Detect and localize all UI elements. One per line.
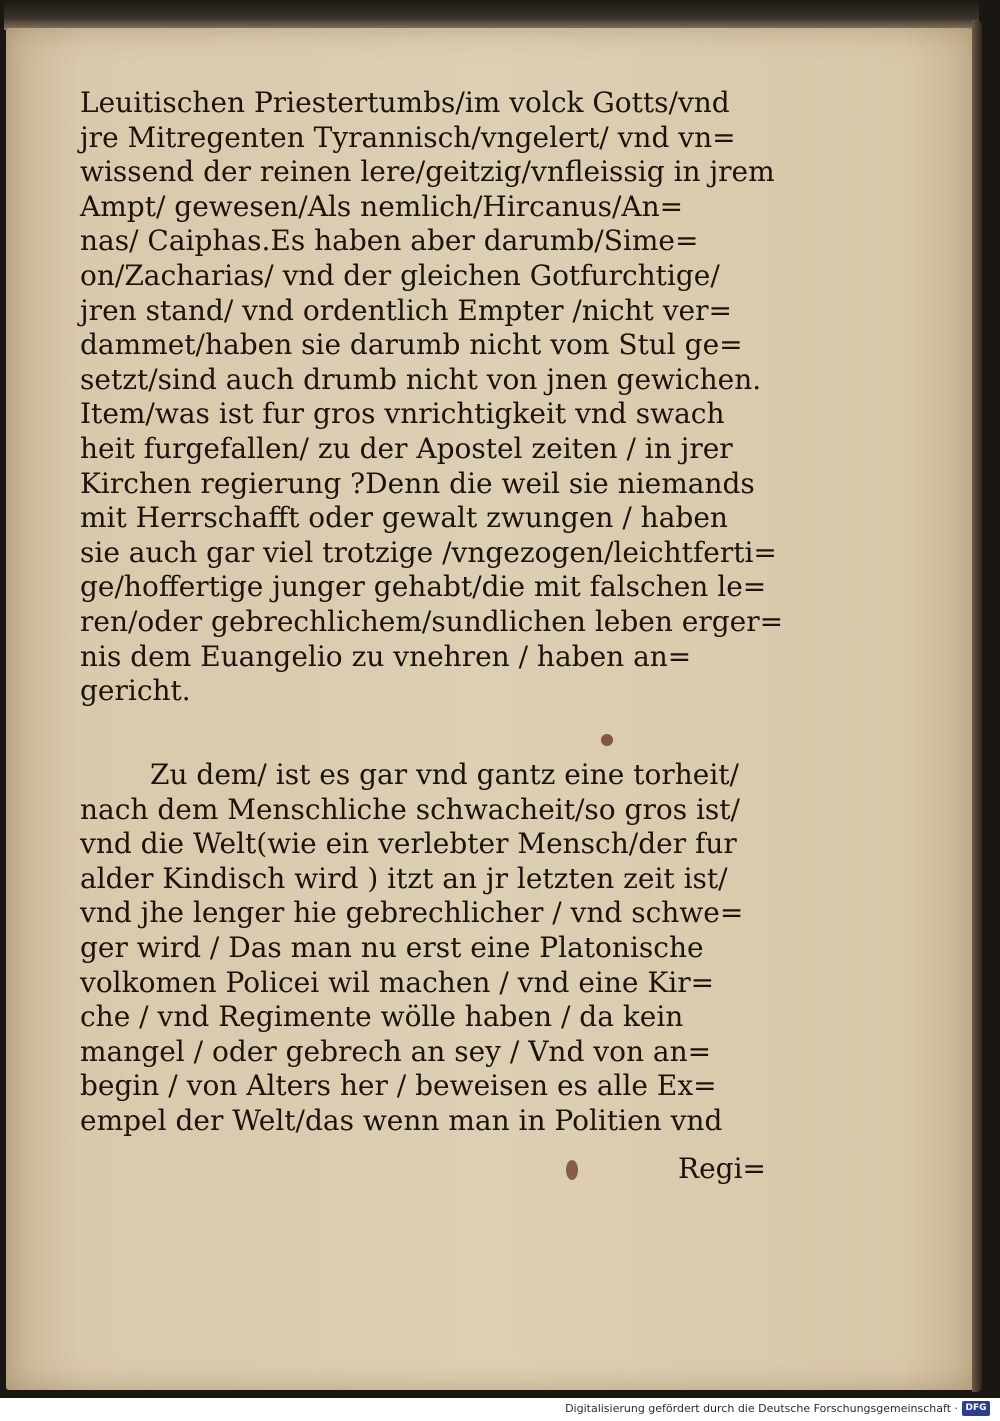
page-edge-shadow	[972, 20, 982, 1392]
text-line: nach dem Menschliche schwacheit/so gros ist/	[80, 792, 740, 826]
text-line: mangel / oder gebrech an sey / Vnd von an=	[80, 1034, 712, 1068]
dfg-logo-icon: DFG	[962, 1401, 990, 1416]
text-line: empel der Welt/das wenn man in Politien vnd	[80, 1103, 723, 1137]
text-line: Leuitischen Priestertumbs/im volck Gotts/vnd	[80, 86, 730, 119]
text-line: heit furgefallen/ zu der Apostel zeiten / in jrer	[80, 431, 733, 465]
text-line: che / vnd Regimente wölle haben / da kein	[80, 1000, 684, 1034]
text-line: nis dem Euangelio zu vnehren / haben an=	[80, 639, 692, 673]
text-line: mit Herrschafft oder gewalt zwungen / haben	[80, 501, 728, 535]
paragraph-1	[80, 86, 784, 709]
text-line: nas/ Caiphas.Es haben aber darumb/Sime=	[80, 224, 699, 258]
text-line: Kirchen regierung ?Denn die weil sie niemands	[80, 466, 755, 500]
catchword: Regi=	[678, 1152, 766, 1185]
ink-blot	[601, 734, 613, 746]
text-line: Item/was ist fur gros vnrichtigkeit vnd swach	[80, 397, 725, 431]
ink-blot	[566, 1160, 578, 1180]
text-line: alder Kindisch wird ) itzt an jr letzten zeit ist/	[80, 861, 728, 895]
text-line: jren stand/ vnd ordentlich Empter /nicht ver=	[80, 293, 732, 327]
text-line: sie auch gar viel trotzige /vngezogen/leichtferti=	[80, 535, 777, 569]
text-line: wissend der reinen lere/geitzig/vnfleissig in jrem	[80, 155, 775, 189]
paragraph-2	[80, 758, 770, 1139]
text-line: on/Zacharias/ vnd der gleichen Gotfurchtige/	[80, 258, 720, 292]
text-line: ren/oder gebrechlichem/sundlichen leben erger=	[80, 604, 784, 638]
footer-bar	[0, 1398, 1000, 1421]
text-line: vnd jhe lenger hie gebrechlicher / vnd schwe=	[80, 896, 744, 930]
funding-notice: Digitalisierung gefördert durch die Deutsche Forschungsgemeinschaft ·	[565, 1402, 958, 1415]
text-line: dammet/haben sie darumb nicht vom Stul ge=	[80, 328, 743, 362]
text-line: jre Mitregenten Tyrannisch/vngelert/ vnd vn=	[80, 120, 736, 154]
text-line: ger wird / Das man nu erst eine Platonische	[80, 930, 704, 964]
text-line: ge/hoffertige junger gehabt/die mit falschen le=	[80, 570, 767, 604]
text-line: vnd die Welt(wie ein verlebter Mensch/der fur	[80, 827, 737, 861]
text-line: volkomen Policei wil machen / vnd eine Kir=	[80, 965, 715, 999]
text-line: Ampt/ gewesen/Als nemlich/Hircanus/An=	[80, 189, 684, 223]
text-line: begin / von Alters her / beweisen es alle Ex=	[80, 1069, 717, 1103]
text-line: gericht.	[80, 674, 191, 708]
text-line: setzt/sind auch drumb nicht von jnen gewichen.	[80, 362, 762, 396]
page-top-edge	[4, 0, 979, 30]
text-line: Zu dem/ ist es gar vnd gantz eine torheit/	[150, 758, 739, 791]
